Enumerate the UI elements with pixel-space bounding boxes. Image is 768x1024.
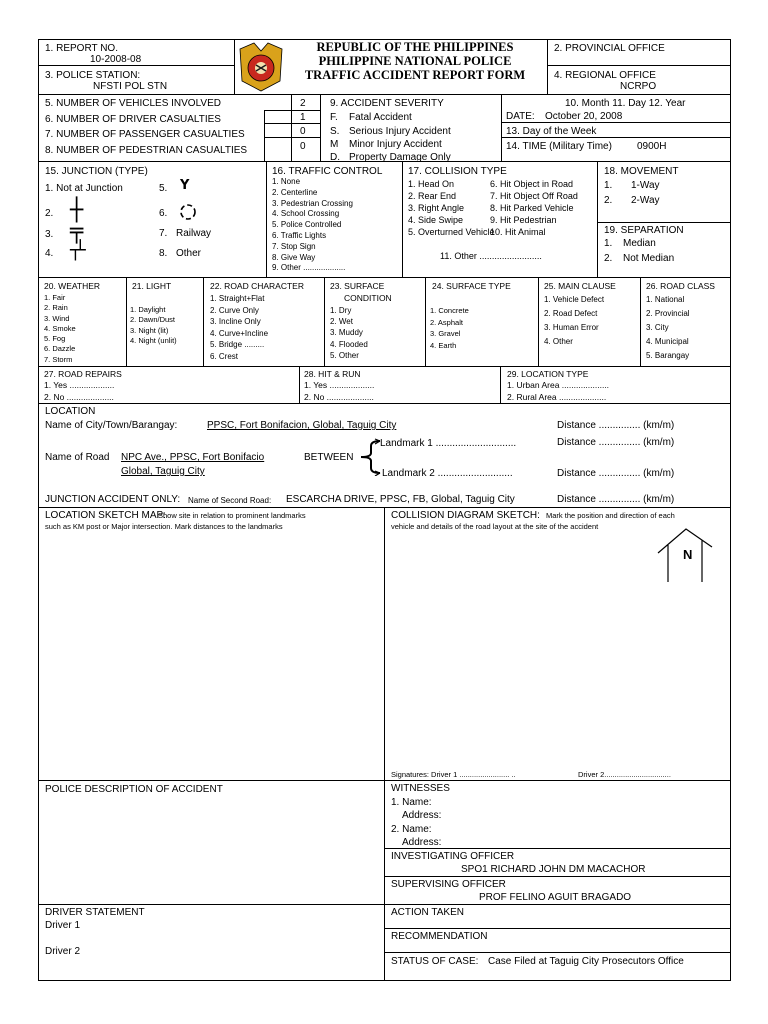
severity-text-2: Serious Injury Accident [349,126,451,137]
collision-type-item: 2. Rear End [408,191,457,201]
signature-driver-2: Driver 2................................ [578,770,671,779]
road-name-label: Name of Road [45,452,110,463]
weather-item: 2. Rain [44,303,68,313]
traffic-control-item: 7. Stop Sign [272,241,316,251]
date-value: October 20, 2008 [545,111,623,122]
separation-label: 19. SEPARATION [604,225,684,236]
separation-item-1: 1. [604,238,613,249]
collision-type-item: 3. Right Angle [408,203,465,213]
road-repairs-yes: 1. Yes ................... [44,380,115,390]
traffic-control-item: 5. Police Controlled [272,220,342,230]
location-label: LOCATION [45,406,96,417]
severity-code-3: M [330,139,339,150]
driver-statement-label: DRIVER STATEMENT [45,907,145,918]
junction-item-8: 8. [159,248,168,259]
between-label: BETWEEN [304,452,354,463]
surface-type-label: 24. SURFACE TYPE [432,281,511,291]
time-label: 14. TIME (Military Time) [506,141,612,152]
surface-condition-list [330,305,368,361]
collision-type-left [408,178,495,238]
provincial-office-label: 2. PROVINCIAL OFFICE [554,43,665,54]
bracket-brace-icon [352,438,382,476]
police-description-label: POLICE DESCRIPTION OF ACCIDENT [45,784,223,795]
main-clause-item: 1. Vehicle Defect [544,295,605,304]
traffic-control-item: 1. None [272,177,301,186]
light-item: 1. Daylight [130,305,166,314]
regional-office-label: 4. REGIONAL OFFICE [554,70,656,81]
surface-condition-item: 5. Other [330,350,359,360]
driver-2-label: Driver 2 [45,946,81,957]
traffic-control-item: 4. School Crossing [272,209,340,219]
weather-item: 6. Dazzle [44,344,76,354]
severity-code-1: F. [330,112,338,123]
distance-landmark-1: Distance ............... (km/m) [557,437,675,448]
traffic-control-item: 9. Other ................... [272,263,346,273]
collision-type-item: 8. Hit Parked Vehicle [490,203,574,213]
driver-casualties-count: 1 [300,112,306,123]
driver-casualties-label: 6. NUMBER OF DRIVER CASUALTIES [45,114,221,125]
movement-label: 18. MOVEMENT [604,166,679,177]
city-value: PPSC, Fort Bonifacion, Global, Taguig City [207,420,397,431]
pedestrian-casualties-count: 0 [300,141,306,152]
surface-condition-label-2: CONDITION [344,293,392,303]
collision-diagram-label: COLLISION DIAGRAM SKETCH: [391,510,540,521]
weather-label: 20. WEATHER [44,281,101,291]
month-day-year-label: 10. Month 11. Day 12. Year [565,98,686,109]
distance-landmark-2: Distance ............... (km/m) [557,468,675,479]
road-class-item: 3. City [646,323,669,332]
weather-item: 4. Smoke [44,323,76,333]
location-sketch-map-desc: Show site in relation to prominent landmarks [158,511,306,520]
road-character-list [210,293,268,363]
traffic-control-item: 3. Pedestrian Crossing [272,198,353,208]
traffic-control-list [272,177,353,274]
distance-junction: Distance ............... (km/m) [557,494,675,505]
severity-text-3: Minor Injury Accident [349,139,442,150]
separation-not-median: Not Median [623,253,675,264]
collision-type-label: 17. COLLISION TYPE [408,166,507,177]
collision-diagram-desc: Mark the position and direction of each [546,511,675,520]
city-label: Name of City/Town/Barangay: [45,420,178,431]
hit-run-no: 2. No .................... [304,392,374,402]
road-character-item: 3. Incline Only [210,317,261,327]
main-clause-item: 3. Human Error [544,323,599,332]
pedestrian-casualties-label: 8. NUMBER OF PEDESTRIAN CASUALTIES [45,145,248,156]
junction-staggered-icon: ┬┴ [70,240,80,261]
road-character-item: 6. Crest [210,351,239,361]
driver-1-label: Driver 1 [45,920,81,931]
weather-item: 5. Fog [44,334,66,344]
surface-type-item: 2. Asphalt [430,317,463,327]
surface-type-list [430,305,469,351]
main-clause-item: 4. Other [544,337,573,346]
road-character-item: 2. Curve Only [210,305,259,315]
police-station: NFSTI POL STN [93,81,168,92]
junction-item-7: 7. [159,228,168,239]
road-repairs-no: 2. No .................... [44,392,114,402]
date-label: DATE: [506,111,535,122]
junction-y-icon: Y [180,178,190,193]
junction-item-6: 6. [159,208,168,219]
witness-1-address: Address: [402,810,442,821]
traffic-control-item: 6. Traffic Lights [272,230,327,240]
status-of-case-label: STATUS OF CASE: [391,956,479,967]
landmark-1: Landmark 1 ............................. [380,438,517,449]
junction-item-1: 1. Not at Junction [45,183,123,194]
road-class-item: 4. Municipal [646,337,689,346]
severity-code-2: S. [330,126,340,137]
road-character-item: 5. Bridge ......... [210,340,265,350]
road-class-item: 5. Barangay [646,351,690,360]
collision-diagram-desc-2: vehicle and details of the road layout at the site of the accident [391,522,599,531]
location-sketch-map-desc-2: such as KM post or Major intersection. Mark distances to the landmarks [45,522,283,531]
movement-1-way: 1-Way [631,180,660,191]
surface-condition-item: 1. Dry [330,306,352,315]
weather-list [44,293,76,365]
main-clause-list [544,293,604,349]
junction-railway: Railway [176,228,212,239]
severity-label: 9. ACCIDENT SEVERITY [330,98,444,109]
second-road-value: ESCARCHA DRIVE, PPSC, FB, Global, Taguig City [286,494,515,505]
witness-1-name: 1. Name: [391,797,432,808]
status-of-case: Case Filed at Taguig City Prosecutors Office [488,956,684,967]
collision-type-item: 5. Overturned Vehicle [408,227,495,237]
road-class-item: 2. Provincial [646,309,690,318]
junction-item-2: 2. [45,208,54,219]
junction-other: Other [176,248,202,259]
junction-roundabout-icon [176,202,200,222]
severity-code-4: D. [330,152,340,163]
second-road-label: Name of Second Road: [188,496,272,505]
surface-type-item: 3. Gravel [430,329,461,338]
junction-label: 15. JUNCTION (TYPE) [45,166,148,177]
traffic-control-label: 16. TRAFFIC CONTROL [272,166,383,177]
road-name-value: NPC Ave., PPSC, Fort Bonifacio [121,452,265,463]
hit-run-yes: 1. Yes ................... [304,380,375,390]
collision-type-item: 4. Side Swipe [408,215,464,225]
signature-driver-1: Signatures: Driver 1 ........................ .. [391,770,516,779]
surface-type-item: 4. Earth [430,340,457,350]
witness-2-name: 2. Name: [391,824,432,835]
pnp-seal-logo [236,41,286,93]
weather-item: 7. Storm [44,354,73,364]
surface-type-item: 1. Concrete [430,306,469,315]
junction-item-4: 4. [45,248,54,259]
regional-office: NCRPO [620,81,657,92]
vehicles-label: 5. NUMBER OF VEHICLES INVOLVED [45,98,221,109]
road-repairs-label: 27. ROAD REPAIRS [44,369,122,379]
junction-t-icon: ╤ [70,219,84,244]
day-of-week-label: 13. Day of the Week [506,126,597,137]
traffic-control-item: 8. Give Way [272,252,316,262]
road-character-item: 4. Curve+Incline [210,328,269,338]
witnesses-label: WITNESSES [391,783,450,794]
separation-item-2: 2. [604,253,613,264]
location-sketch-map-label: LOCATION SKETCH MAP: [45,510,166,521]
landmark-2: Landmark 2 ........................... [382,468,513,479]
light-list [130,305,177,346]
vehicles-count: 2 [300,98,306,109]
collision-type-item: 1. Head On [408,179,455,189]
passenger-casualties-count: 0 [300,126,306,137]
recommendation-label: RECOMMENDATION [391,931,488,942]
title-republic: REPUBLIC OF THE PHILIPPINES [316,40,514,54]
movement-item-2: 2. [604,195,613,206]
severity-text-1: Fatal Accident [349,112,412,123]
road-class-label: 26. ROAD CLASS [646,281,715,291]
time-value: 0900H [637,141,667,152]
junction-item-5: 5. [159,183,168,194]
light-item: 2. Dawn/Dust [130,315,176,325]
movement-2-way: 2-Way [631,195,660,206]
junction-accident-label: JUNCTION ACCIDENT ONLY: [45,494,181,505]
police-station-label: 3. POLICE STATION: [45,70,141,81]
collision-type-item: 9. Hit Pedestrian [490,215,557,225]
weather-item: 3. Wind [44,313,70,323]
light-label: 21. LIGHT [132,281,172,291]
surface-condition-item: 4. Flooded [330,339,368,349]
road-character-item: 1. Straight+Flat [210,294,265,303]
report-no-label: 1. REPORT NO. [45,43,118,54]
distance-city: Distance ............... (km/m) [557,420,675,431]
road-character-label: 22. ROAD CHARACTER [210,281,304,291]
title-form: TRAFFIC ACCIDENT REPORT FORM [304,68,526,82]
report-no: 10-2008-08 [90,54,142,65]
collision-type-item: 10. Hit Animal [490,227,546,237]
movement-item-1: 1. [604,180,613,191]
hit-run-label: 28. HIT & RUN [304,369,361,379]
surface-condition-item: 2. Wet [330,317,353,327]
location-type-urban: 1. Urban Area .................... [507,380,610,390]
surface-condition-item: 3. Muddy [330,328,363,338]
location-type-rural: 2. Rural Area .................... [507,392,607,402]
weather-item: 1. Fair [44,293,66,302]
light-item: 4. Night (unlit) [130,335,177,345]
supervising-officer: PROF FELINO AGUIT BRAGADO [479,892,632,903]
traffic-control-item: 2. Centerline [272,187,318,197]
location-type-label: 29. LOCATION TYPE [507,369,589,379]
junction-item-3: 3. [45,229,54,240]
investigating-officer-label: INVESTIGATING OFFICER [391,851,515,862]
action-taken-label: ACTION TAKEN [391,907,464,918]
title-pnp: PHILIPPINE NATIONAL POLICE [318,54,512,68]
main-clause-label: 25. MAIN CLAUSE [544,281,616,291]
junction-cross-icon: ┼ [70,198,84,223]
surface-condition-label: 23. SURFACE [330,281,385,291]
separation-median: Median [623,238,656,249]
investigating-officer: SPO1 RICHARD JOHN DM MACACHOR [461,864,646,875]
witness-2-address: Address: [402,837,442,848]
main-clause-item: 2. Road Defect [544,309,598,318]
road-name-value-2: Global, Taguig City [121,466,205,477]
collision-type-item: 7. Hit Object Off Road [490,191,578,201]
collision-type-right [490,178,578,238]
supervising-officer-label: SUPERVISING OFFICER [391,879,506,890]
road-class-list [646,293,690,363]
collision-type-item: 6. Hit Object in Road [490,179,574,189]
road-class-item: 1. National [646,295,685,304]
severity-text-4: Property Damage Only [349,152,451,163]
north-label: N [683,547,693,562]
light-item: 3. Night (lit) [130,325,169,335]
collision-type-other: 11. Other ......................... [440,251,542,261]
passenger-casualties-label: 7. NUMBER OF PASSENGER CASUALTIES [45,129,245,140]
